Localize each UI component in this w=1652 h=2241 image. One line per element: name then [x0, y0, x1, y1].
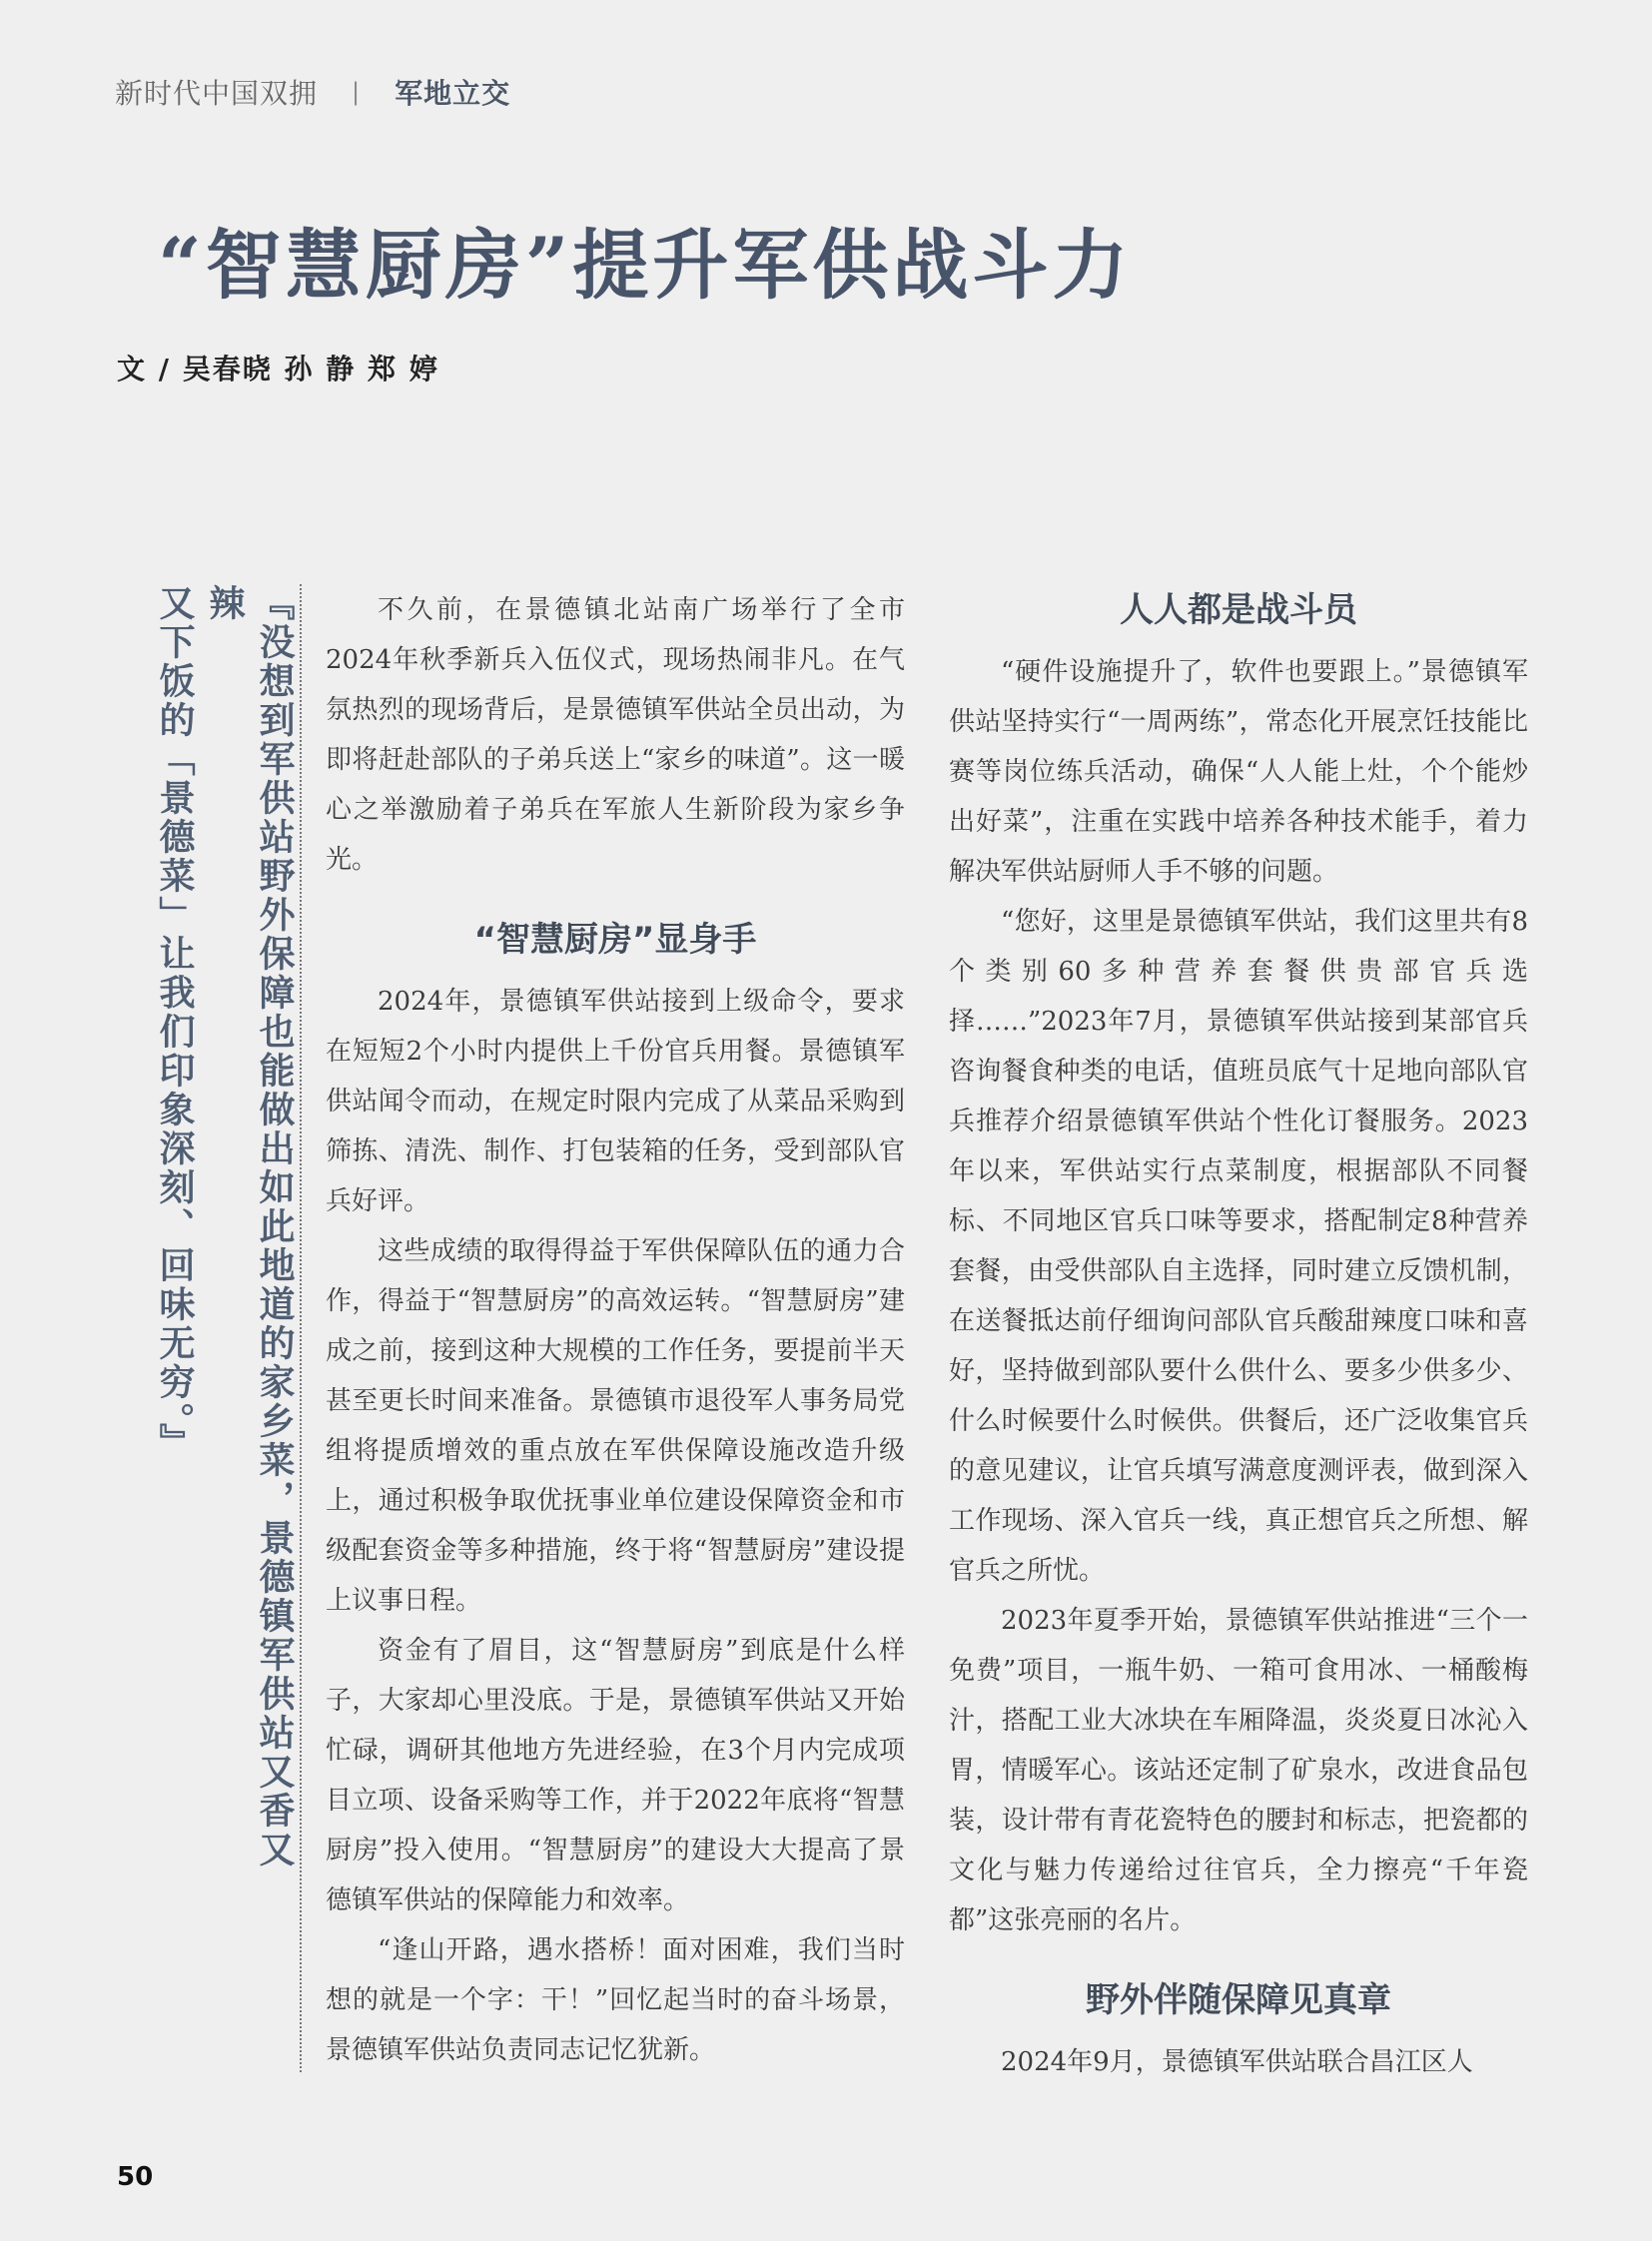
article-column-1 [326, 585, 905, 2075]
column-divider [300, 584, 302, 2072]
paragraph: 资金有了眉目，这“智慧厨房”到底是什么样子，大家却心里没底。于是，景德镇军供站又开始忙碌，调研其他地方先进经验，在3个月内完成项目立项、设备采购等工作，并于2022年底将“智慧厨房”投入使用。“智慧厨房”的建设大大提高了景德镇军供站的保障能力和效率。 [326, 1636, 905, 1915]
publication-name: 新时代中国双拥 [115, 77, 319, 110]
paragraph: “逢山开路，遇水搭桥！面对困难，我们当时想的就是一个字：干！”回忆起当时的奋斗场景，景德镇军供站负责同志记忆犹新。 [326, 1935, 905, 2065]
paragraph: 2024年，景德镇军供站接到上级命令，要求在短短2个小时内提供上千份官兵用餐。景德镇军供站闻令而动，在规定时限内完成了从菜品采购到筛拣、清洗、制作、打包装箱的任务，受到部队官兵好评。 [326, 987, 905, 1216]
paragraph: “硬件设施提升了，软件也要跟上。”景德镇军供站坚持实行“一周两练”，常态化开展烹饪技能比赛等岗位练兵活动，确保“人人能上灶，个个能炒出好菜”，注重在实践中培养各种技术能手，着力解决军供站厨师人手不够的问题。 [949, 657, 1528, 887]
article-column-2 [949, 585, 1528, 2087]
paragraph: 2023年夏季开始，景德镇军供站推进“三个一免费”项目，一瓶牛奶、一箱可食用冰、一桶酸梅汁，搭配工业大冰块在车厢降温，炎炎夏日冰沁入胃，情暖军心。该站还定制了矿泉水，改进食品包装，设计带有青花瓷特色的腰封和标志，把瓷都的文化与魅力传递给过往官兵，全力擦亮“千年瓷都”这张亮丽的名片。 [949, 1606, 1528, 1935]
paragraph: “您好，这里是景德镇军供站，我们这里共有8个类别60多种营养套餐供贵部官兵选择……”2023年7月，景德镇军供站接到某部官兵咨询餐食种类的电话，值班员底气十足地向部队官兵推荐介绍景德镇军供站个性化订餐服务。2023年以来，军供站实行点菜制度，根据部队不同餐标、不同地区官兵口味等要求，搭配制定8种营养套餐，由受供部队自主选择，同时建立反馈机制，在送餐抵达前仔细询问部队官兵酸甜辣度口味和喜好，坚持做到部队要什么供什么、要多少供多少、什么时候要什么时候供。供餐后，还广泛收集官兵的意见建议，让官兵填写满意度测评表，做到深入工作现场、深入官兵一线，真正想官兵之所想、解官兵之所忧。 [949, 907, 1528, 1586]
section-heading: 人人都是战斗员 [1120, 590, 1357, 630]
section-heading: 野外伴随保障见真章 [1086, 1980, 1391, 2020]
paragraph: 这些成绩的取得得益于军供保障队伍的通力合作，得益于“智慧厨房”的高效运转。“智慧厨房”建成之前，接到这种大规模的工作任务，要提前半天甚至更长时间来准备。景德镇市退役军人事务局党组将提质增效的重点放在军供保障设施改造升级上，通过积极争取优抚事业单位建设保障资金和市级配套资金等多种措施，终于将“智慧厨房”建设提上议事日程。 [326, 1236, 905, 1616]
article-title: “智慧厨房”提升军供战斗力 [158, 221, 1133, 310]
byline: 文 / 吴春晓 孙 静 郑 婷 [117, 353, 439, 385]
pull-quote-line-1: 『没想到军供站野外保障也能做出如此地道的家乡菜，景德镇军供站又香又辣 [204, 584, 296, 1869]
section-heading: “智慧厨房”显身手 [473, 920, 757, 960]
running-header [115, 72, 510, 112]
paragraph: 不久前，在景德镇北站南广场举行了全市2024年秋季新兵入伍仪式，现场热闹非凡。在气氛热烈的现场背后，是景德镇军供站全员出动，为即将赶赴部队的子弟兵送上“家乡的味道”。这一暖心之举激励着子弟兵在军旅人生新阶段为家乡争光。 [326, 595, 905, 875]
paragraph: 2024年9月，景德镇军供站联合昌江区人 [1001, 2047, 1473, 2077]
header-separator: | [352, 78, 362, 106]
pull-quote-line-2: 又下饭的「景德菜」让我们印象深刻、回味无穷。』 [154, 584, 196, 1462]
section-name: 军地立交 [395, 77, 511, 110]
page-number: 50 [117, 2162, 154, 2192]
